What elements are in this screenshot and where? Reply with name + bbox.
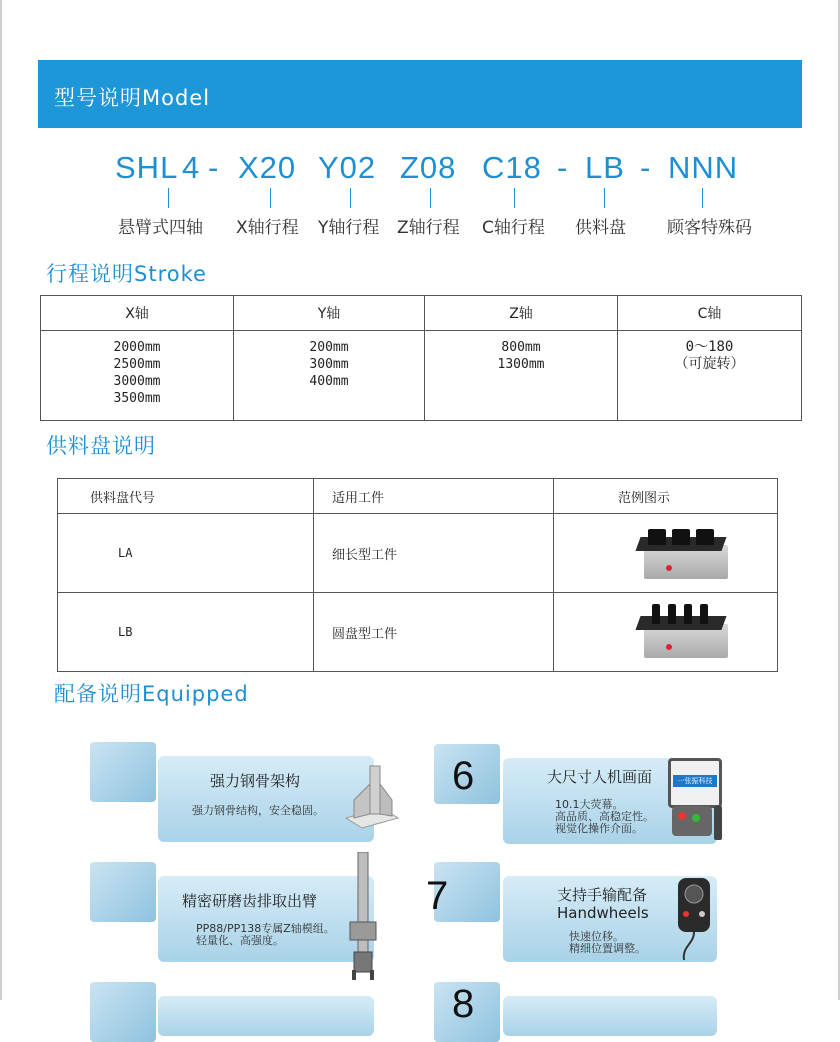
screen-label: 一张振科技	[673, 775, 717, 787]
equip-card-title: 精密研磨齿排取出臂	[182, 892, 318, 910]
tray-pin	[652, 604, 660, 624]
code-part-axes: 4	[182, 150, 201, 185]
tray-section-title: 供料盘说明	[46, 434, 156, 458]
tray-lb-illustration	[638, 604, 730, 660]
control-panel-icon	[672, 806, 712, 836]
stroke-x-value: 3000mm	[113, 374, 161, 389]
equip-card-title: 大尺寸人机画面	[547, 768, 653, 786]
stroke-y-value: 200mm	[309, 340, 349, 355]
equipped-section-title: 配备说明Equipped	[54, 682, 249, 706]
tray-header-example: 范例图示	[554, 479, 778, 514]
equip-card-text: 轻量化、高强度。	[196, 934, 284, 947]
equip-card-text: 高品质、高稳定性。	[555, 810, 654, 823]
code-part-tray: LB	[585, 150, 625, 185]
stroke-header-row	[41, 296, 802, 331]
extraction-arm-icon	[342, 852, 386, 980]
stroke-z-value: 1300mm	[497, 357, 545, 372]
equip-card-partial	[503, 996, 717, 1036]
code-tick	[604, 188, 605, 208]
tray-header-code: 供料盘代号	[58, 479, 314, 514]
code-tick	[168, 188, 169, 208]
machine-indicator	[666, 565, 672, 571]
steel-frame-icon	[340, 760, 400, 832]
tray-pad	[648, 529, 666, 545]
code-desc-x: X轴行程	[236, 218, 299, 238]
stroke-x-value: 3500mm	[113, 391, 161, 406]
stroke-header-x: X轴	[41, 296, 234, 331]
tray-code-la: LA	[58, 514, 314, 593]
page-title: 型号说明Model	[54, 86, 211, 110]
equip-card-text: 视觉化操作介面。	[555, 822, 643, 835]
stroke-header-z: Z轴	[425, 296, 618, 331]
card-number: 7	[426, 874, 449, 918]
code-dash: -	[557, 150, 569, 185]
code-desc-c: C轴行程	[482, 218, 545, 238]
code-desc-z: Z轴行程	[397, 218, 460, 238]
tray-workpiece-la: 细长型工件	[314, 514, 554, 593]
tray-example-lb	[554, 593, 778, 672]
stroke-z-values	[425, 331, 618, 421]
model-header-bar	[38, 60, 802, 128]
code-part-y: Y02	[318, 150, 377, 185]
equip-card-title: 支持手输配备	[557, 886, 648, 904]
code-tick	[430, 188, 431, 208]
tray-pin	[668, 604, 676, 624]
tray-workpiece-lb: 圆盘型工件	[314, 593, 554, 672]
touchscreen-icon	[668, 758, 722, 808]
code-desc-y: Y轴行程	[318, 218, 380, 238]
code-desc-tray: 供料盘	[575, 218, 626, 238]
code-tick	[702, 188, 703, 208]
machine-indicator	[666, 644, 672, 650]
code-tick	[514, 188, 515, 208]
tray-header-row	[58, 479, 778, 514]
handwheel-pendant-icon	[672, 874, 716, 962]
model-code-row	[0, 150, 840, 190]
code-part-c: C18	[482, 150, 542, 185]
stroke-header-y: Y轴	[234, 296, 425, 331]
equip-card-partial	[158, 996, 374, 1036]
tray-pin	[700, 604, 708, 624]
equip-card-subtitle: Handwheels	[557, 904, 649, 922]
stroke-y-value: 300mm	[309, 357, 349, 372]
tray-pad	[672, 529, 690, 545]
code-dash: -	[640, 150, 652, 185]
equip-card-title: 强力钢骨架构	[210, 772, 301, 790]
stroke-y-values	[234, 331, 425, 421]
tray-code-lb: LB	[58, 593, 314, 672]
card-number: 6	[452, 754, 475, 798]
tray-pin	[684, 604, 692, 624]
stroke-section-title: 行程说明Stroke	[46, 262, 207, 286]
tray-example-la	[554, 514, 778, 593]
code-part-custom: NNN	[668, 150, 739, 185]
stroke-x-values	[41, 331, 234, 421]
equip-card-text: 快速位移。	[569, 930, 624, 943]
card-number-tile	[90, 862, 156, 922]
equip-card-text: 10.1大荧幕。	[555, 798, 624, 811]
stroke-x-value: 2500mm	[113, 357, 161, 372]
code-part-shl: SHL	[115, 150, 179, 185]
card-number: 8	[452, 982, 475, 1026]
tray-header-workpiece: 适用工件	[314, 479, 554, 514]
tray-pad	[696, 529, 714, 545]
machine-tray	[635, 616, 726, 630]
stroke-y-value: 400mm	[309, 374, 349, 389]
tray-row-la	[58, 514, 778, 593]
start-button-icon	[692, 814, 700, 822]
stroke-c-value: 0～180	[685, 339, 734, 355]
stroke-c-note: （可旋转）	[674, 356, 745, 372]
code-desc-custom: 顾客特殊码	[667, 218, 752, 238]
stroke-x-value: 2000mm	[113, 340, 161, 355]
code-tick	[270, 188, 271, 208]
tray-row-lb	[58, 593, 778, 672]
stroke-c-values	[618, 331, 802, 421]
equip-card-text: 精细位置调整。	[569, 942, 646, 955]
mount-arm-icon	[714, 806, 722, 840]
card-number-tile	[90, 742, 156, 802]
emergency-button-icon	[678, 812, 686, 820]
code-dash: -	[208, 150, 220, 185]
stroke-z-value: 800mm	[501, 340, 541, 355]
code-part-x: X20	[238, 150, 297, 185]
stroke-values-row	[41, 331, 802, 421]
code-desc-type: 悬臂式四轴	[118, 218, 203, 238]
card-number-tile	[90, 982, 156, 1042]
equip-card-text: 强力钢骨结构，安全稳固。	[192, 804, 324, 817]
stroke-table	[40, 295, 802, 421]
equip-card-text: PP88/PP138专属Z轴模组。	[196, 922, 335, 935]
code-tick	[350, 188, 351, 208]
stroke-header-c: C轴	[618, 296, 802, 331]
tray-table	[57, 478, 778, 672]
code-part-z: Z08	[400, 150, 457, 185]
tray-la-illustration	[638, 525, 730, 581]
